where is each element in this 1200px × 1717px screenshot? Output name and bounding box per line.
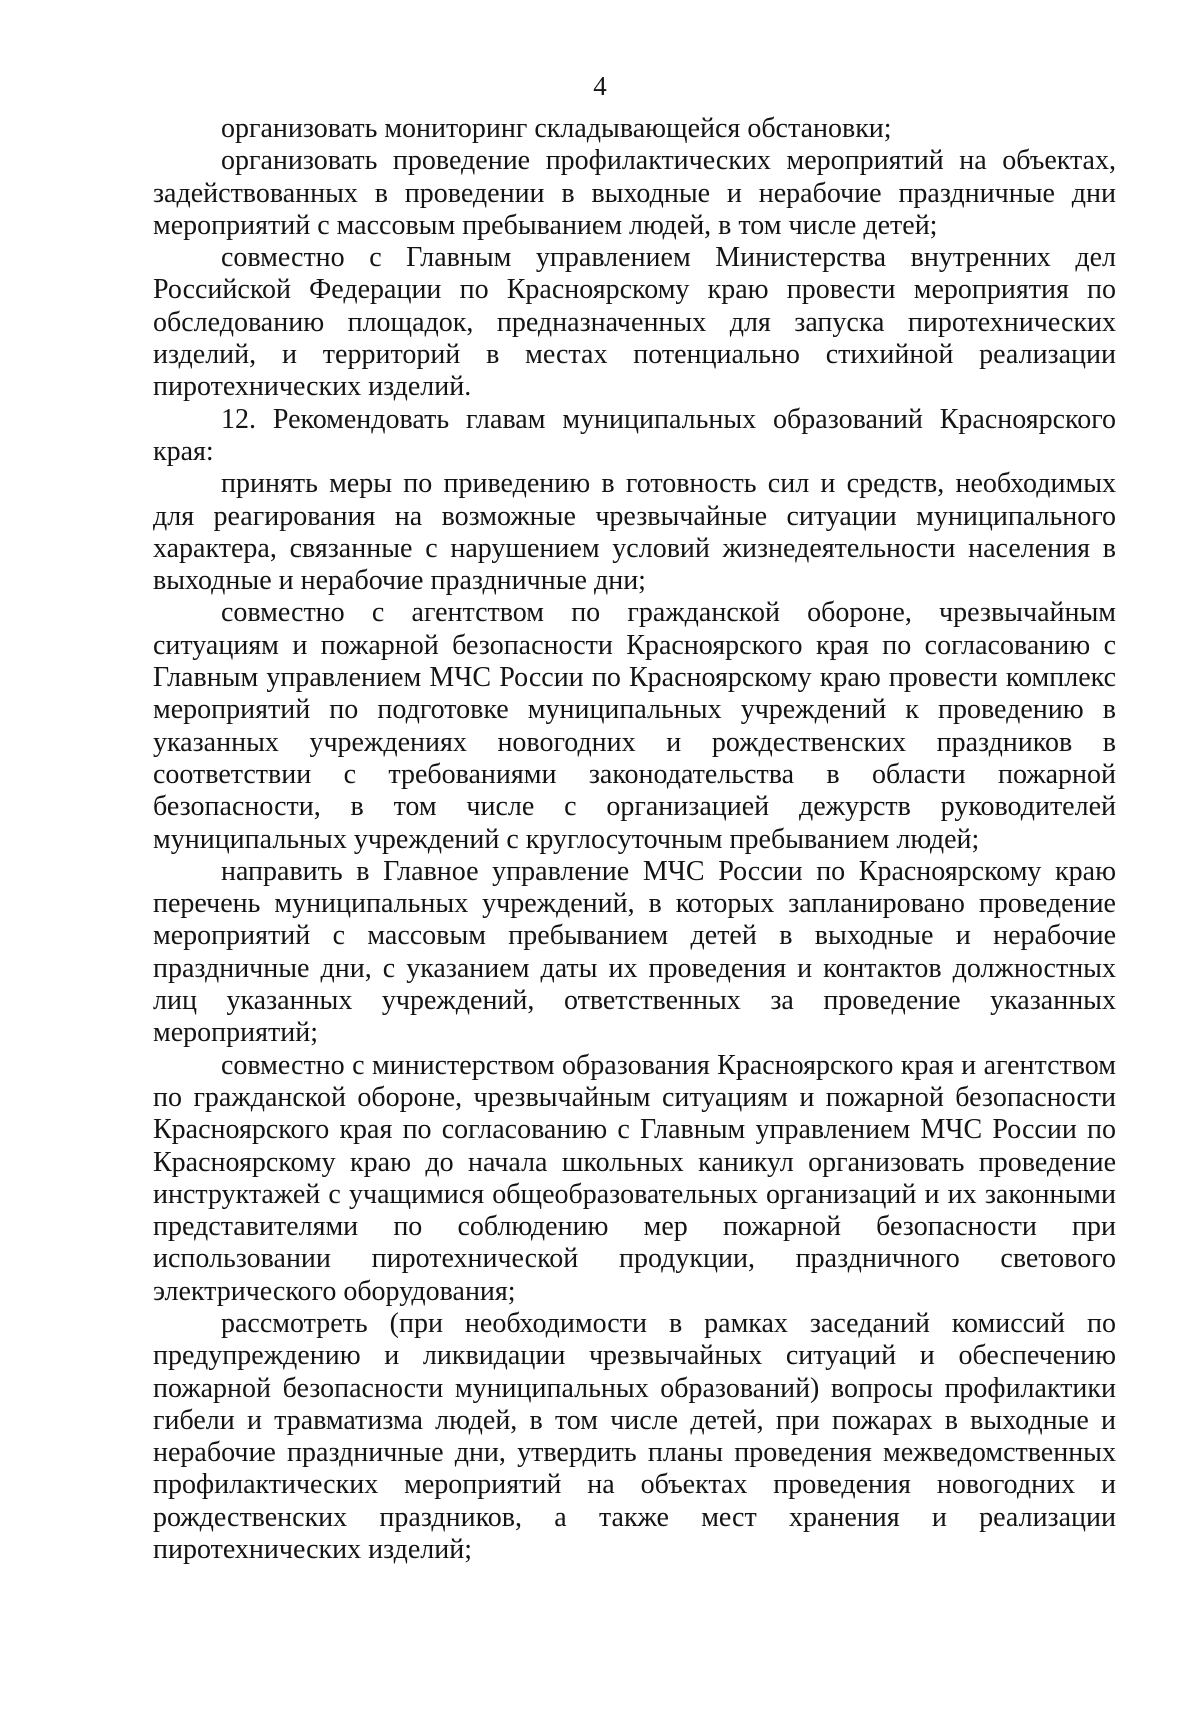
paragraph-item-12: 12. Рекомендовать главам муниципальных образований Красноярского края:	[153, 403, 1116, 467]
paragraph-institution-list: направить в Главное управление МЧС России по Красноярскому краю перечень муниципальных учреждений, в которых запланировано проведение мероприятий с массовым пребыванием детей в выходные и нерабочие праздничные дни, с указанием даты их проведения и контактов должностных лиц указанных учреждений, ответственных за проведение указанных мероприятий;	[153, 855, 1116, 1049]
paragraph-readiness: принять меры по приведению в готовность сил и средств, необходимых для реагирования на возможные чрезвычайные ситуации муниципального характера, связанные с нарушением условий жизнедеятельности населения в выходные и нерабочие праздничные дни;	[153, 468, 1116, 597]
paragraph-monitoring: организовать мониторинг складывающейся обстановки;	[221, 113, 892, 144]
paragraph-commission-review: рассмотреть (при необходимости в рамках заседаний комиссий по предупреждению и ликвидации чрезвычайных ситуаций и обеспечению пожарной безопасности муниципальных образований) вопросы профилактики гибели и травматизма людей, в том числе детей, при пожарах в выходные и нерабочие праздничные дни, утвердить планы проведения межведомственных профилактических мероприятий на объектах проведения новогодних и рождественских праздников, а также мест хранения и реализации пиротехнических изделий;	[153, 1307, 1116, 1566]
paragraph-site-inspection: совместно с Главным управлением Министерства внутренних дел Российской Федерации по Красноярскому краю провести мероприятия по обследованию площадок, предназначенных для запуска пиротехнических изделий, и территорий в местах потенциально стихийной реализации пиротехнических изделий.	[153, 242, 1116, 403]
paragraph-preventive-measures: организовать проведение профилактических мероприятий на объектах, задействованных в проведении в выходные и нерабочие праздничные дни мероприятий с массовым пребыванием людей, в том числе детей;	[153, 145, 1116, 241]
paragraph-institution-preparation: совместно с агентством по гражданской обороне, чрезвычайным ситуациям и пожарной безопасности Красноярского края по согласованию с Главным управлением МЧС России по Красноярскому краю провести комплекс мероприятий по подготовке муниципальных учреждений к проведению в указанных учреждениях новогодних и рождественских праздников в соответствии с требованиями законодательства в области пожарной безопасности, в том числе с организацией дежурств руководителей муниципальных учреждений с круглосуточным пребыванием людей;	[153, 597, 1116, 855]
document-body	[153, 113, 1116, 1566]
paragraph-briefings: совместно с министерством образования Красноярского края и агентством по гражданской обороне, чрезвычайным ситуациям и пожарной безопасности Красноярского края по согласованию с Главным управлением МЧС России по Красноярскому краю до начала школьных каникул организовать проведение инструктажей с учащимися общеобразовательных организаций и их законными представителями по соблюдению мер пожарной безопасности при использовании пиротехнической продукции, праздничного светового электрического оборудования;	[153, 1049, 1116, 1307]
page-number: 4	[593, 71, 607, 101]
